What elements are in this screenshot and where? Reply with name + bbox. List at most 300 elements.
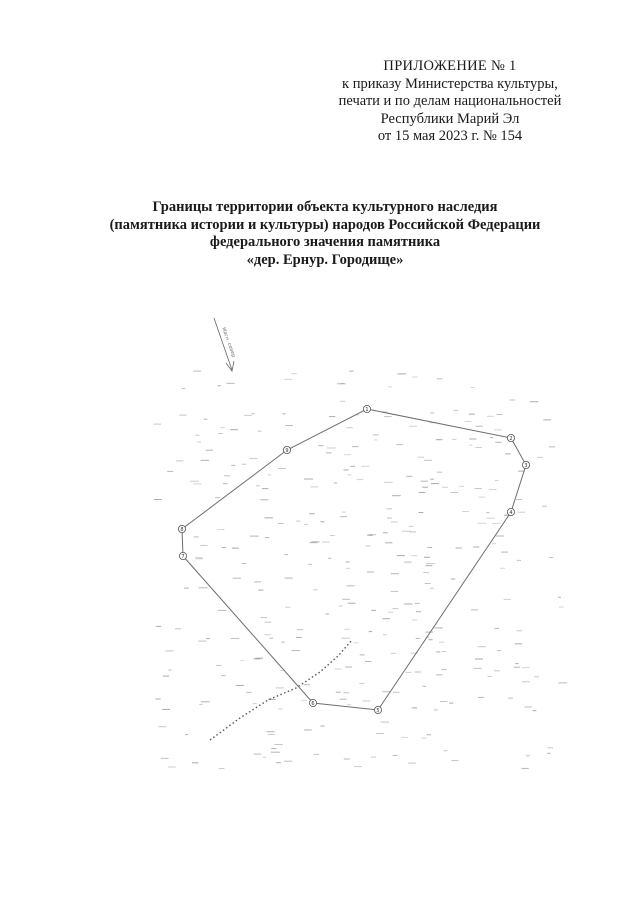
survey-mark: [398, 373, 407, 374]
survey-mark: [285, 425, 293, 426]
survey-mark: [154, 499, 162, 500]
boundary-point-label: 8: [180, 526, 184, 533]
survey-mark: [254, 581, 261, 582]
survey-mark: [217, 385, 221, 386]
survey-mark: [387, 508, 393, 509]
survey-mark: [469, 414, 475, 415]
survey-mark: [436, 674, 443, 675]
survey-mark: [450, 492, 458, 493]
annex-republic-line: Республики Марий Эл: [380, 110, 520, 127]
survey-mark: [471, 387, 475, 388]
survey-mark: [166, 650, 174, 651]
survey-mark: [204, 419, 208, 420]
survey-mark: [206, 450, 213, 451]
survey-mark: [254, 754, 262, 755]
survey-mark: [197, 441, 201, 442]
survey-mark: [330, 535, 335, 536]
survey-mark: [231, 465, 235, 466]
survey-mark: [426, 632, 434, 633]
survey-mark: [391, 591, 399, 592]
survey-mark: [261, 617, 267, 618]
survey-mark: [284, 379, 292, 380]
survey-mark: [495, 480, 498, 481]
survey-mark: [344, 759, 350, 760]
survey-mark: [162, 709, 170, 710]
survey-mark: [549, 557, 553, 558]
survey-mark: [370, 534, 376, 535]
survey-mark: [236, 685, 244, 686]
survey-mark: [262, 488, 269, 489]
boundary-point: [507, 434, 514, 441]
survey-mark: [439, 642, 445, 643]
survey-mark: [179, 415, 186, 416]
survey-mark: [336, 692, 341, 693]
survey-mark: [475, 488, 482, 489]
survey-mark: [478, 646, 486, 647]
annex-block: [300, 58, 600, 146]
survey-mark: [525, 707, 532, 708]
survey-mark: [534, 676, 539, 677]
survey-mark: [185, 734, 188, 735]
survey-mark: [360, 654, 365, 655]
survey-mark: [348, 603, 356, 604]
survey-mark: [492, 523, 500, 524]
survey-mark: [348, 474, 351, 475]
survey-mark: [218, 610, 227, 611]
survey-mark: [547, 747, 553, 748]
survey-mark: [508, 698, 513, 699]
survey-mark: [490, 437, 493, 438]
survey-mark: [383, 634, 387, 635]
survey-mark: [184, 588, 189, 589]
survey-mark: [340, 699, 347, 700]
survey-mark: [478, 497, 485, 498]
boundary-point: [522, 461, 529, 468]
survey-mark: [442, 487, 448, 488]
survey-mark: [347, 704, 351, 705]
survey-mark: [369, 631, 373, 632]
survey-mark: [488, 676, 492, 677]
survey-mark: [430, 412, 434, 413]
survey-mark: [422, 487, 428, 488]
survey-mark: [476, 447, 483, 448]
survey-mark: [250, 536, 259, 537]
survey-mark: [459, 486, 464, 487]
survey-mark: [409, 426, 417, 427]
survey-mark: [412, 707, 417, 708]
annex-date-line: от 15 мая 2023 г. № 154: [377, 128, 523, 144]
survey-mark: [497, 650, 501, 651]
survey-mark: [427, 734, 432, 735]
survey-mark: [547, 753, 550, 754]
survey-mark: [255, 658, 263, 659]
survey-mark: [267, 731, 275, 732]
survey-mark: [352, 446, 358, 447]
survey-mark: [426, 563, 435, 564]
survey-mark: [486, 518, 494, 519]
survey-mark: [269, 638, 273, 639]
boundary-point-label: 7: [181, 553, 185, 560]
survey-mark: [221, 675, 226, 676]
survey-mark: [549, 446, 555, 447]
annex-order-line: к приказу Министерства культуры,: [342, 75, 558, 92]
survey-mark: [291, 373, 296, 374]
survey-mark: [345, 667, 352, 668]
survey-mark: [340, 516, 347, 517]
survey-mark: [199, 704, 203, 705]
survey-mark: [469, 445, 472, 446]
survey-mark: [558, 597, 561, 598]
survey-mark: [404, 562, 411, 563]
survey-mark: [314, 754, 319, 755]
boundary-point-label: 5: [376, 707, 380, 714]
survey-mark: [258, 431, 262, 432]
survey-mark: [268, 474, 271, 475]
survey-mark: [215, 497, 220, 498]
survey-mark: [515, 643, 523, 644]
survey-mark: [402, 531, 410, 532]
survey-mark: [522, 681, 530, 682]
survey-mark: [505, 453, 511, 454]
survey-mark: [320, 726, 324, 727]
survey-mark: [516, 499, 522, 500]
survey-mark: [383, 532, 388, 533]
survey-mark: [421, 738, 426, 739]
survey-mark: [230, 429, 238, 430]
survey-mark: [416, 638, 420, 639]
survey-mark: [373, 434, 379, 435]
survey-mark: [424, 460, 432, 461]
survey-mark: [309, 513, 315, 514]
survey-mark: [522, 667, 530, 668]
survey-mark: [347, 585, 355, 586]
survey-mark: [410, 531, 417, 532]
boundary-point: [309, 699, 316, 706]
survey-mark: [292, 650, 301, 651]
survey-mark: [454, 410, 459, 411]
survey-mark: [193, 371, 201, 372]
survey-mark: [456, 548, 462, 549]
survey-mark: [510, 400, 516, 401]
survey-mark: [497, 414, 503, 415]
survey-mark: [196, 435, 200, 436]
survey-mark: [311, 486, 319, 487]
annex-ministry-line: печати и по делам национальностей: [338, 93, 562, 109]
survey-mark: [274, 744, 283, 745]
survey-mark: [425, 583, 431, 584]
survey-mark: [474, 668, 482, 669]
survey-mark: [559, 607, 564, 608]
survey-mark: [350, 466, 355, 467]
survey-mark: [526, 755, 530, 756]
survey-mark: [426, 565, 433, 566]
document-heading: [80, 199, 570, 269]
dotted-path: [210, 640, 352, 740]
survey-mark: [249, 458, 257, 459]
survey-mark: [260, 499, 268, 500]
survey-mark: [522, 768, 529, 769]
survey-mark: [441, 669, 446, 670]
heading-line-2: (памятника истории и культуры) народов Российской Федерации: [109, 216, 541, 233]
survey-mark: [441, 651, 446, 652]
survey-mark: [224, 475, 230, 476]
survey-mark: [193, 483, 201, 484]
survey-mark: [517, 630, 523, 631]
boundary-point: [283, 446, 290, 453]
survey-mark: [221, 427, 225, 428]
survey-mark: [284, 761, 292, 762]
survey-mark: [192, 762, 199, 763]
survey-mark: [200, 545, 207, 546]
survey-mark: [383, 618, 390, 619]
north-arrow: [214, 318, 237, 371]
survey-mark: [339, 606, 342, 607]
survey-mark: [196, 558, 203, 559]
survey-mark: [444, 750, 448, 751]
survey-mark: [384, 482, 393, 483]
survey-mark: [337, 383, 346, 384]
survey-mark: [365, 545, 370, 546]
survey-mark: [344, 470, 349, 471]
survey-mark: [155, 699, 161, 700]
survey-mark: [281, 642, 284, 643]
survey-mark: [496, 536, 504, 537]
survey-mark: [322, 542, 330, 543]
survey-mark: [285, 578, 293, 579]
survey-mark: [326, 452, 331, 453]
survey-mark: [393, 692, 400, 693]
survey-mark: [304, 479, 313, 480]
survey-mark: [308, 564, 312, 565]
survey-mark: [313, 589, 318, 590]
boundary-point: [363, 405, 370, 412]
survey-mark: [328, 558, 331, 559]
survey-mark: [558, 682, 567, 683]
survey-mark: [329, 416, 335, 417]
survey-mark: [440, 701, 447, 702]
survey-mark: [514, 667, 520, 668]
survey-mark: [437, 378, 443, 379]
boundary-point: [178, 525, 185, 532]
survey-marks: [154, 371, 567, 769]
survey-mark: [206, 638, 210, 639]
survey-mark: [475, 659, 483, 660]
survey-mark: [217, 529, 224, 530]
survey-mark: [437, 472, 442, 473]
survey-mark: [357, 479, 364, 480]
survey-mark: [419, 492, 426, 493]
survey-mark: [371, 610, 376, 611]
survey-mark: [297, 629, 303, 630]
survey-mark: [408, 763, 416, 764]
boundary-point-label: 6: [311, 700, 315, 707]
heading-line-3: федерального значения памятника: [209, 234, 441, 250]
survey-mark: [342, 512, 346, 513]
survey-mark: [258, 590, 263, 591]
survey-mark: [226, 383, 234, 384]
survey-mark: [429, 639, 433, 640]
survey-mark: [476, 426, 483, 427]
survey-mark: [263, 757, 266, 758]
survey-mark: [242, 563, 247, 564]
boundary-point: [179, 552, 186, 559]
survey-mark: [271, 752, 280, 753]
survey-mark: [385, 542, 392, 543]
survey-mark: [223, 483, 228, 484]
survey-mark: [452, 439, 457, 440]
survey-mark: [159, 726, 167, 727]
survey-mark: [423, 686, 427, 687]
survey-mark: [504, 599, 511, 600]
survey-mark: [326, 614, 329, 615]
survey-mark: [494, 670, 500, 671]
survey-mark: [469, 439, 476, 440]
survey-mark: [278, 468, 286, 469]
heading-line-4: «дер. Ернур. Городище»: [246, 251, 404, 268]
survey-mark: [304, 730, 312, 731]
survey-mark: [167, 471, 173, 472]
survey-mark: [311, 541, 319, 542]
survey-mark: [384, 416, 392, 417]
survey-mark: [365, 661, 371, 662]
survey-mark: [344, 629, 350, 630]
survey-mark: [424, 557, 430, 558]
survey-mark: [201, 460, 210, 461]
survey-mark: [376, 733, 384, 734]
survey-mark: [344, 454, 351, 455]
survey-mark: [346, 568, 349, 569]
survey-mark: [489, 489, 497, 490]
survey-mark: [486, 512, 489, 513]
survey-mark: [451, 579, 455, 580]
survey-mark: [233, 578, 241, 579]
survey-mark: [530, 401, 538, 402]
boundary-map: [0, 300, 640, 800]
survey-mark: [495, 442, 501, 443]
survey-mark: [362, 700, 370, 701]
survey-mark: [190, 481, 199, 482]
survey-mark: [515, 663, 518, 664]
survey-mark: [416, 611, 421, 612]
survey-mark: [154, 424, 161, 425]
survey-mark: [537, 457, 543, 458]
survey-mark: [387, 518, 392, 519]
survey-mark: [500, 568, 505, 569]
survey-mark: [346, 562, 350, 563]
survey-mark: [371, 757, 376, 758]
survey-mark: [359, 683, 364, 684]
boundary-point: [507, 508, 514, 515]
survey-mark: [391, 653, 397, 654]
survey-mark: [518, 512, 525, 513]
survey-mark: [265, 537, 269, 538]
survey-mark: [434, 709, 438, 710]
survey-mark: [232, 548, 239, 549]
survey-mark: [473, 547, 480, 548]
boundary-points: [178, 405, 529, 713]
survey-mark: [305, 524, 309, 525]
survey-mark: [430, 588, 434, 589]
survey-mark: [462, 511, 469, 512]
annex-title: ПРИЛОЖЕНИЕ № 1: [383, 58, 517, 74]
survey-mark: [388, 386, 392, 387]
survey-mark: [411, 555, 417, 556]
survey-mark: [367, 572, 374, 573]
survey-mark: [256, 485, 260, 486]
survey-mark: [431, 483, 439, 484]
survey-mark: [265, 622, 272, 623]
survey-mark: [436, 651, 440, 652]
survey-mark: [415, 672, 422, 673]
boundary-point-label: 1: [365, 406, 369, 413]
survey-mark: [430, 479, 434, 480]
survey-mark: [335, 669, 342, 670]
survey-mark: [487, 416, 494, 417]
survey-mark: [419, 512, 424, 513]
survey-mark: [421, 481, 428, 482]
survey-mark: [354, 766, 362, 767]
survey-mark: [216, 665, 222, 666]
survey-mark: [342, 599, 350, 600]
survey-mark: [478, 697, 484, 698]
survey-mark: [175, 628, 181, 629]
survey-mark: [271, 748, 276, 749]
survey-mark: [391, 522, 398, 523]
survey-mark: [231, 638, 240, 639]
survey-mark: [199, 587, 208, 588]
survey-mark: [392, 495, 401, 496]
survey-mark: [451, 760, 458, 761]
survey-mark: [501, 552, 508, 553]
survey-mark: [361, 466, 369, 467]
survey-mark: [412, 619, 417, 620]
survey-mark: [517, 560, 521, 561]
survey-mark: [346, 427, 352, 428]
survey-mark: [334, 482, 337, 483]
survey-mark: [393, 755, 398, 756]
survey-mark: [404, 604, 413, 605]
survey-mark: [242, 464, 246, 465]
survey-mark: [244, 415, 252, 416]
survey-mark: [533, 710, 537, 711]
boundary-point-label: 9: [285, 447, 289, 454]
survey-mark: [343, 692, 349, 693]
survey-mark: [349, 371, 353, 372]
survey-mark: [543, 419, 551, 420]
survey-mark: [194, 536, 199, 537]
survey-mark: [396, 444, 403, 445]
survey-mark: [240, 660, 243, 661]
survey-mark: [276, 762, 281, 763]
survey-mark: [340, 401, 345, 402]
survey-mark: [495, 628, 499, 629]
survey-mark: [494, 429, 502, 430]
survey-mark: [409, 526, 414, 527]
survey-mark: [374, 439, 377, 440]
survey-mark: [283, 413, 286, 414]
survey-mark: [296, 521, 301, 522]
survey-mark: [354, 642, 359, 643]
survey-mark: [397, 555, 405, 556]
survey-mark: [276, 687, 285, 688]
survey-mark: [278, 708, 282, 709]
survey-mark: [542, 506, 547, 507]
survey-mark: [391, 573, 399, 574]
survey-mark: [342, 638, 350, 639]
survey-mark: [176, 460, 184, 461]
survey-mark: [320, 521, 324, 522]
survey-mark: [449, 703, 453, 704]
